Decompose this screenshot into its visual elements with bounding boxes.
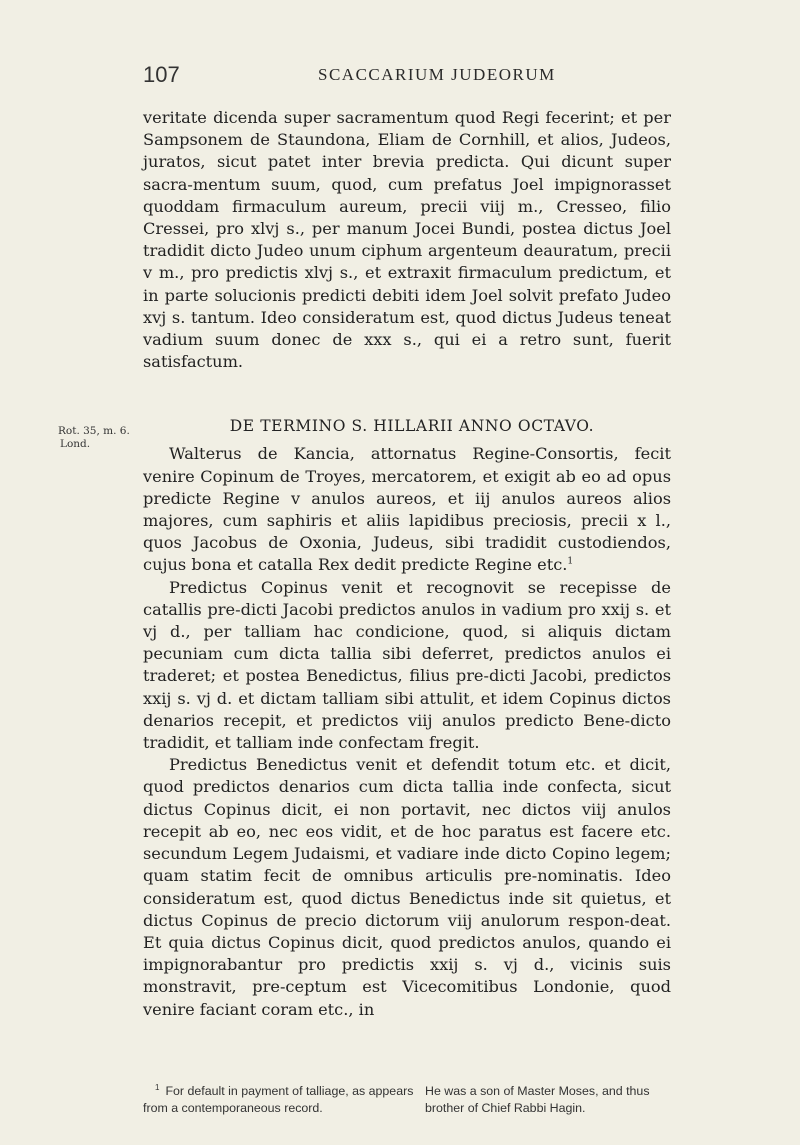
page-number: 107 bbox=[143, 62, 180, 87]
section-paragraph-1-text: Walterus de Kancia, attornatus Regine-Consortis, fecit venire Copinum de Troyes, mercatorem, et exigit ab eo ad opus predicte Regine v anulos aureos, et iij anulos aureos alios majores, cum saphiris et aliis lapidibus preciosis, precii x l., quos Jacobus de Oxonia, Judeus, sibi tradidit custodiendos, cujus bona et catalla Rex dedit predicte Regine etc. bbox=[143, 444, 671, 575]
margin-note-place: Lond. bbox=[60, 437, 91, 450]
margin-note-roll: Rot. 35, m. 6. bbox=[58, 425, 130, 437]
section-paragraph-2: Predictus Copinus venit et recognovit se recepisse de catallis pre-dicti Jacobi predictos anulos in vadium pro xxij s. et vj d., per talliam hac condicione, quod, si aliquis dictam pecuniam cum dicta tallia sibi deferret, predictos anulos ei traderet; et postea Benedictus, filius pre-dicti Jacobi, predictos xxij s. vj d. et dictam talliam sibi attulit, et idem Copinus dictos denarios recepit, et predictos viij anulos predicto Bene-dicto tradidit, et talliam inde confectam fregit. bbox=[143, 577, 671, 753]
page-header bbox=[143, 62, 643, 92]
footnote-right-text: He was a son of Master Moses, and thus brother of Chief Rabbi Hagin. bbox=[425, 1084, 650, 1115]
footnote-mark: 1 bbox=[155, 1082, 160, 1092]
footnote-right-column bbox=[425, 1083, 665, 1116]
opening-paragraph: veritate dicenda super sacramentum quod Regi fecerint; et per Sampsonem de Staundona, Eliam de Cornhill, et alios, Judeos, juratos, sicut patet inter brevia predicta. Qui dicunt super sacra-mentum suum, quod, cum prefatus Joel impignorasset quoddam firmaculum aureum, precii viij m., Cresseo, filio Cressei, pro xlvj s., per manum Jocei Bundi, postea dictus Joel tradidit dicto Judeo unum ciphum argenteum deauratum, precii v m., pro predictis xlvj s., et extraxit firmaculum predictum, et in parte solucionis predicti debiti idem Joel solvit prefato Judeo xvj s. tantum. Ideo consideratum est, quod dictus Judeus teneat vadium suum donec de xxx s., qui ei a retro sunt, fuerit satisfactum. bbox=[143, 108, 671, 372]
footnote-left-text: For default in payment of talliage, as appears from a contemporaneous record. bbox=[143, 1084, 414, 1115]
body-text bbox=[143, 107, 671, 1021]
running-title: SCACCARIUM JUDEORUM bbox=[318, 65, 556, 84]
section-paragraph-3: Predictus Benedictus venit et defendit totum etc. et dicit, quod predictos denarios cum dicta tallia inde confecta, sicut dictus Copinus dicit, ei non portavit, nec dictos viij anulos recepit ab eo, nec eos vidit, et de hoc paratus est facere etc. secundum Legem Judaismi, et vadiare inde dicto Copino legem; quam statim fecit de omnibus articulis pre-nominatis. Ideo consideratum est, quod dictus Benedictus inde sit quietus, et dictus Copinus de precio dictorum viij anulorum respon-deat. Et quia dictus Copinus dicit, quod predictos anulos, quando ei impignorabantur pro predictis xxij s. vj d., vicinis suis monstravit, pre-ceptum est Vicecomitibus Londonie, quod venire faciant coram etc., in bbox=[143, 755, 671, 1019]
section-paragraph-1 bbox=[143, 443, 671, 576]
footnote-left-column bbox=[143, 1083, 425, 1116]
section-heading: DE TERMINO S. HILLARII ANNO OCTAVO. bbox=[229, 417, 595, 436]
footnotes bbox=[143, 1083, 671, 1116]
footnote-reference[interactable]: 1 bbox=[567, 557, 574, 568]
margin-note bbox=[58, 425, 140, 450]
